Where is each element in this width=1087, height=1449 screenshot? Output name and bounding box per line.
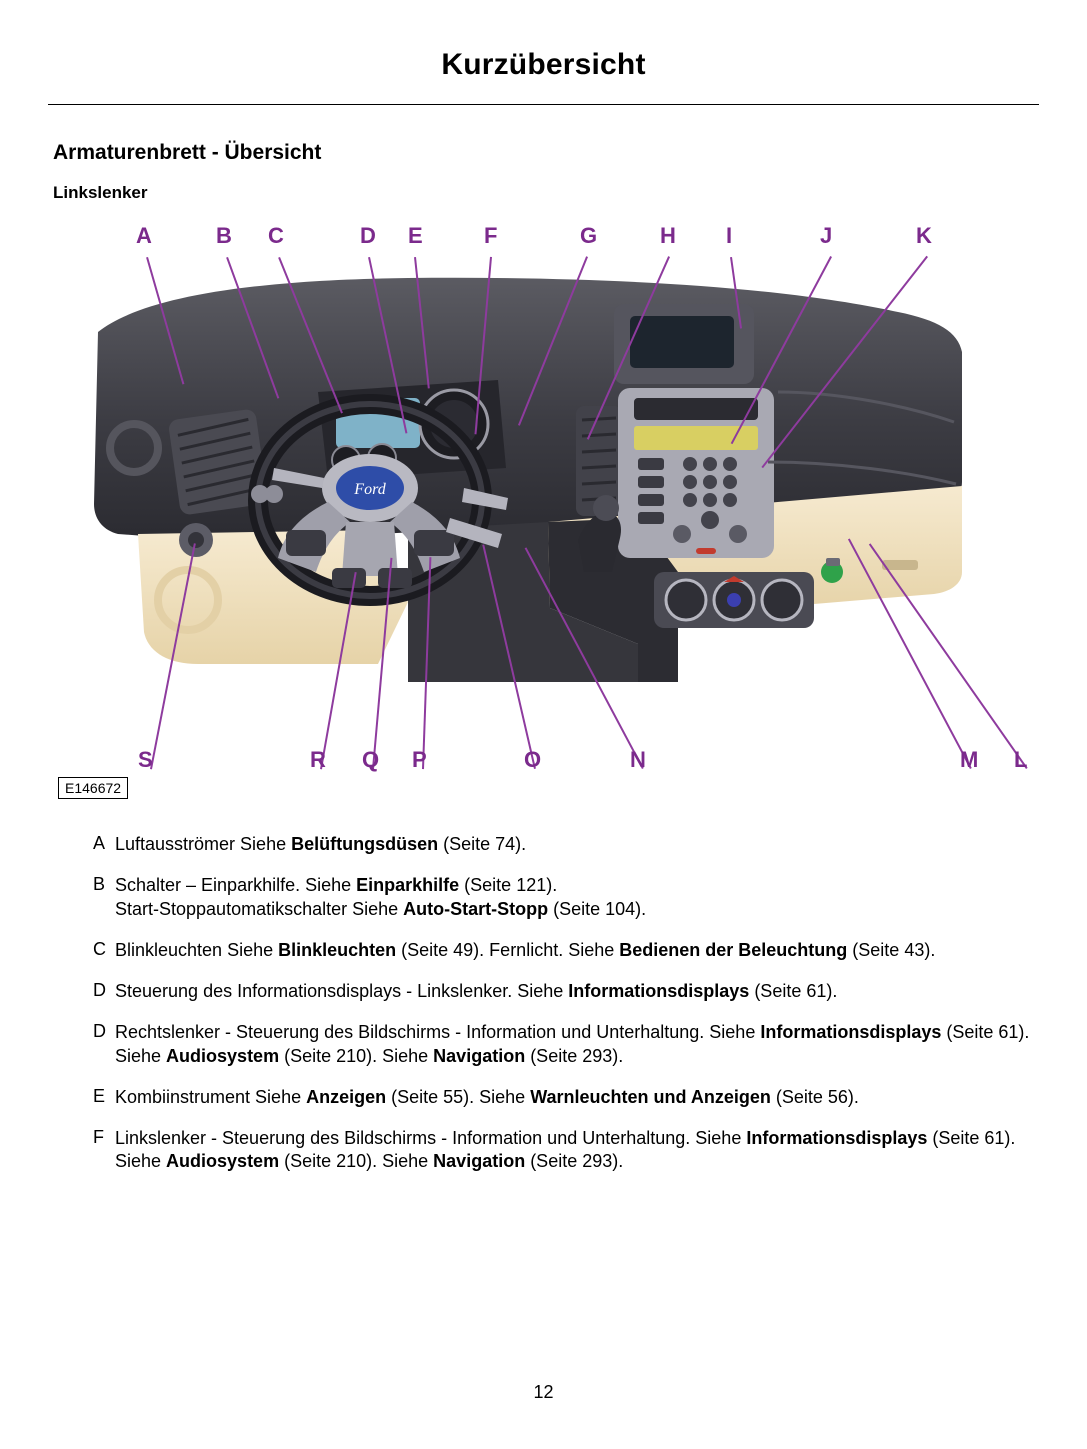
figure-label-o: O bbox=[524, 747, 542, 772]
legend-row bbox=[53, 939, 1039, 963]
page-title: Kurzübersicht bbox=[441, 48, 646, 81]
figure-label-b: B bbox=[216, 223, 232, 248]
legend-list bbox=[53, 833, 1039, 1174]
figure-label-h: H bbox=[660, 223, 676, 248]
figure-label-p: P bbox=[412, 747, 427, 772]
legend-row bbox=[53, 874, 1039, 922]
figure-label-n: N bbox=[630, 747, 646, 772]
legend-text: Schalter – Einparkhilfe. Siehe Einparkhilfe (Seite 121). Start-Stoppautomatikschalter Siehe Auto-Start-Stopp (Seite 104). bbox=[115, 874, 647, 919]
legend-key: E bbox=[93, 1085, 106, 1106]
figure-label-j: J bbox=[820, 223, 833, 248]
legend-key: B bbox=[93, 873, 106, 894]
figure-label-q: Q bbox=[362, 747, 380, 772]
legend-key: F bbox=[93, 1126, 104, 1147]
legend-key: D bbox=[93, 1020, 106, 1041]
dashboard-figure bbox=[48, 217, 1039, 807]
legend-text: Linkslenker - Steuerung des Bildschirms - Information und Unterhaltung. Siehe Informationsdisplays (Seite 61). Siehe Audiosystem (Seite 210). Siehe Navigation (Seite 293). bbox=[115, 1127, 1016, 1172]
legend-row bbox=[53, 833, 1039, 857]
section-subtitle: Linkslenker bbox=[53, 183, 148, 202]
figure-label-k: K bbox=[916, 223, 932, 248]
figure-label-l: L bbox=[1014, 747, 1028, 772]
figure-label-m: M bbox=[960, 747, 979, 772]
svg-text:Ford: Ford bbox=[354, 481, 386, 498]
section-title: Armaturenbrett - Übersicht bbox=[53, 141, 322, 164]
figure-label-r: R bbox=[310, 747, 326, 772]
figure-label-s: S bbox=[138, 747, 153, 772]
legend-text: Rechtslenker - Steuerung des Bildschirms - Information und Unterhaltung. Siehe Informationsdisplays (Seite 61). Siehe Audiosystem (Seite 210). Siehe Navigation (Seite 293). bbox=[115, 1021, 1030, 1066]
figure-label-c: C bbox=[268, 223, 284, 248]
figure-label-a: A bbox=[136, 223, 152, 248]
figure-label-g: G bbox=[580, 223, 598, 248]
figure-label-e: E bbox=[408, 223, 423, 248]
dashboard-illustration bbox=[78, 272, 978, 692]
legend-text: Steuerung des Informationsdisplays - Linkslenker. Siehe Informationsdisplays (Seite 61). bbox=[115, 980, 838, 1001]
page-number: 12 bbox=[533, 1382, 554, 1402]
legend-row bbox=[53, 1127, 1039, 1175]
legend-text: Blinkleuchten Siehe Blinkleuchten (Seite 49). Fernlicht. Siehe Bedienen der Beleuchtung (Seite 43). bbox=[115, 939, 936, 960]
legend-key: C bbox=[93, 938, 106, 959]
legend-text: Luftausströmer Siehe Belüftungsdüsen (Seite 74). bbox=[115, 834, 527, 854]
legend-text: Kombiinstrument Siehe Anzeigen (Seite 55). Siehe Warnleuchten und Anzeigen (Seite 56). bbox=[115, 1086, 859, 1107]
figure-label-i: I bbox=[726, 223, 733, 248]
legend-key: D bbox=[93, 979, 106, 1000]
legend-row bbox=[53, 1086, 1039, 1110]
figure-label-d: D bbox=[360, 223, 376, 248]
legend-row bbox=[53, 1021, 1039, 1069]
legend-row bbox=[53, 980, 1039, 1004]
figure-code: E146672 bbox=[58, 777, 128, 799]
header-divider bbox=[48, 104, 1039, 105]
figure-label-f: F bbox=[484, 223, 498, 248]
legend-key: A bbox=[93, 833, 106, 853]
